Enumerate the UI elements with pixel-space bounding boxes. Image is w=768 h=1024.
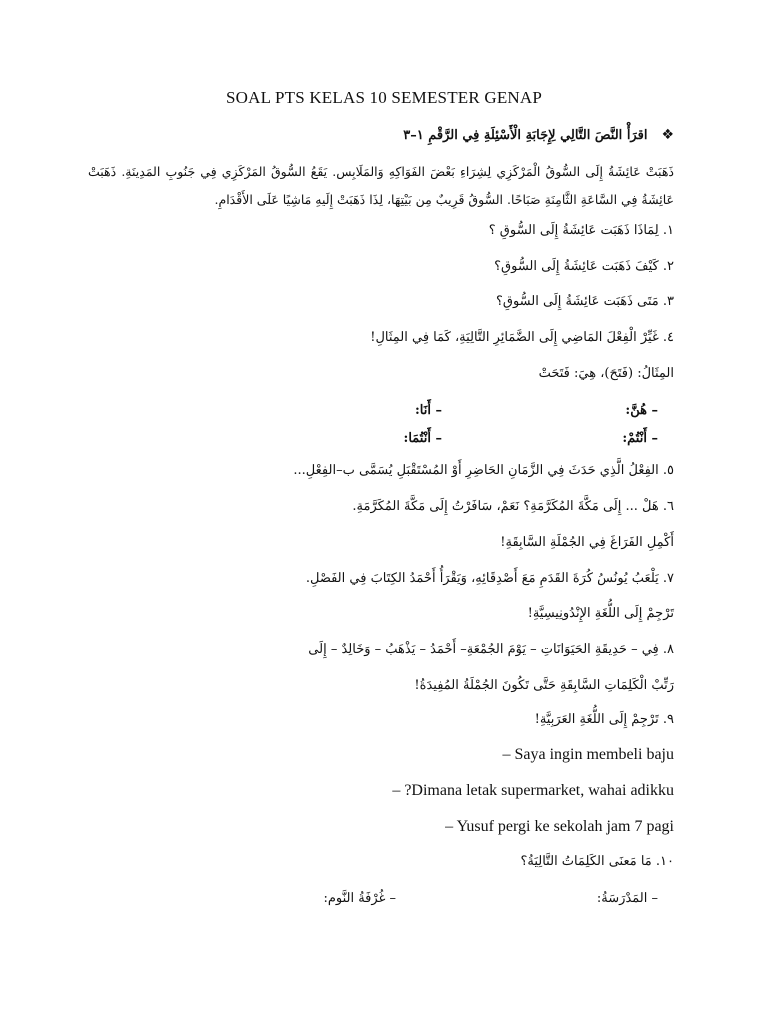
question-9: ٩. تَرْجِمْ إِلَى اللُّغَةِ العَرَبِيَّةِ! — [534, 712, 674, 727]
question-3: ٣. مَتَى ذَهَبَت عَائِشَةُ إِلَى السُّوقِ؟ — [495, 294, 674, 309]
pronoun-ana: – أَنَا: — [414, 403, 442, 418]
reading-passage: ذَهَبَتْ عَائِشَةُ إِلَى السُّوقُ الْمَرْكَزِي لِشِرَاءِ بَعْضَ الفَوَاكِهِ وَالمَلَابِس. يَقَعُ السُّوقُ المَرْكَزِي فِي جَنُوبِ المَدِينَةِ. ذَهَبَتْ عَائِشَةُ فِي السَّاعَةِ الثَّامِنَةِ صَبَاحًا. السُّوقُ قَرِيبٌ مِن بَيْتِهَا، لِذَا ذَهَبَتْ إِلَيهِ مَاشِيًا عَلَى الأَقْدَامِ. — [88, 164, 674, 207]
question-7: ٧. يَلْعَبُ يُونُسُ كُرَةَ القَدَمِ مَعَ أَصْدِقَائِهِ، وَيَقْرَأُ أَحْمَدُ الكِتَابَ فِي الفَصْلِ. — [305, 571, 674, 586]
question-8-instruction: رَتِّبْ الْكَلِمَاتِ السَّابِقَةِ حَتَّى تَكُونَ الجُمْلَةُ المُفِيدَةُ! — [414, 678, 674, 693]
translation-item-2: – ?Dimana letak supermarket, wahai adikku — [392, 782, 674, 799]
diamond-bullet-icon: ❖ — [661, 127, 674, 143]
question-1: ١. لِمَاذَا ذَهَبَت عَائِشَةُ إِلَى السُّوقِ ؟ — [488, 223, 674, 238]
pronoun-antum: – أَنْتُمْ: — [622, 431, 658, 446]
translation-item-3: – Yusuf pergi ke sekolah jam 7 pagi — [445, 818, 674, 835]
page-title: SOAL PTS KELAS 10 SEMESTER GENAP — [225, 88, 543, 107]
question-4: ٤. غَيِّرْ الْفِعْلَ المَاضِي إِلَى الضَّمَائِرِ التَّالِيَةِ، كَمَا فِي المِثَالِ! — [370, 330, 674, 345]
question-5: ٥. الفِعْلُ الَّذِي حَدَثَ فِي الزَّمَانِ الحَاضِرِ أَوْ المُسْتَقْبَلِ يُسَمَّى ب–الفِعْلِ... — [293, 463, 674, 478]
question-6-instruction: أَكْمِلِ الفَرَاغَ فِي الجُمْلَةِ السَّابِقَةِ! — [500, 535, 674, 550]
vocab-madrasah: – المَدْرَسَةُ: — [596, 891, 658, 906]
question-8: ٨. فِي – حَدِيقَةِ الحَيَوَانَاتِ – يَوْمَ الجُمْعَةِ– أَحْمَدُ – يَذْهَبُ – وَخَالِدٌ – إِلَى — [308, 642, 674, 657]
question-6: ٦. هَلْ ... إِلَى مَكَّةَ المُكَرَّمَةِ؟ نَعَمْ، سَافَرْتُ إِلَى مَكَّةَ المُكَرَّمَةِ. — [352, 499, 674, 514]
translation-item-1: – Saya ingin membeli baju — [502, 746, 674, 763]
question-7-instruction: تَرْجِمْ إِلَى اللُّغَةِ الإِنْدُونِيسِيَّةِ! — [527, 606, 674, 621]
vocab-ghurfat-alnawm: – غُرْفَةُ النَّوم: — [323, 891, 396, 906]
question-10: ١٠. مَا مَعنَى الكَلِمَاتُ التَّالِيَةُ؟ — [520, 854, 674, 869]
instruction-text: اقرَأْ النَّصَ التَّالِي لِإِجَابَةِ الْأَسْئِلَةِ فِي الرَّقْمِ ١–٣ — [403, 128, 648, 143]
example-line: المِثَالُ: (فَتَحَ)، هِيَ: فَتَحَتْ — [538, 366, 674, 381]
reading-instruction — [403, 128, 674, 142]
pronoun-antuma: – أَنْتُمَا: — [403, 431, 442, 446]
pronoun-hunna: – هُنَّ: — [625, 403, 658, 418]
question-2: ٢. كَيْفَ ذَهَبَت عَائِشَةُ إِلَى السُّوقِ؟ — [494, 259, 674, 274]
